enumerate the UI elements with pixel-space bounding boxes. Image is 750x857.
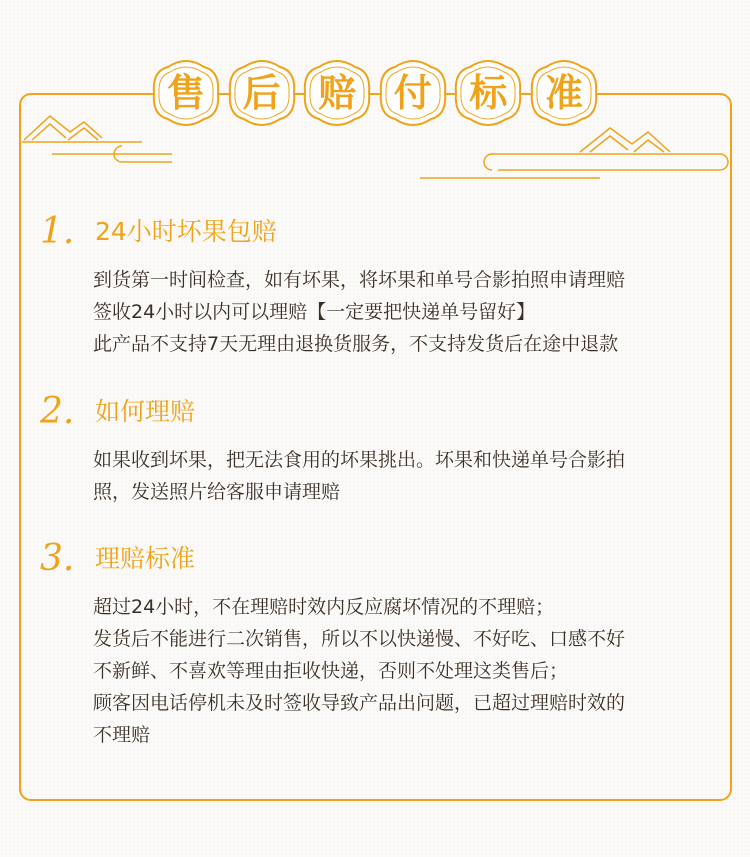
body-line: 到货第一时间检查，如有坏果，将坏果和单号合影拍照申请理赔 bbox=[93, 269, 626, 291]
title-seal-6 bbox=[528, 59, 600, 127]
body-line: 不新鲜、不喜欢等理由拒收快递，否则不处理这类售后； bbox=[93, 660, 569, 682]
body-line: 如果收到坏果，把无法食用的坏果挑出。坏果和快递单号合影拍 bbox=[93, 449, 626, 471]
title-char: 付 bbox=[393, 70, 432, 115]
body-line: 签收24小时以内可以理赔【一定要把快递单号留好】 bbox=[93, 301, 536, 323]
body-line: 发货后不能进行二次销售，所以不以快递慢、不好吃、口感不好 bbox=[93, 628, 626, 650]
title-seal-3 bbox=[301, 59, 373, 127]
page-title bbox=[150, 58, 600, 128]
section-title: 24小时坏果包赔 bbox=[95, 217, 277, 246]
title-seal-2 bbox=[226, 59, 298, 127]
title-char: 准 bbox=[544, 70, 583, 115]
body-line: 超过24小时，不在理赔时效内反应腐坏情况的不理赔； bbox=[93, 596, 555, 618]
section-title: 如何理赔 bbox=[95, 397, 196, 426]
title-seal-1 bbox=[150, 59, 222, 127]
title-char: 后 bbox=[242, 70, 281, 115]
title-seal-5 bbox=[452, 59, 524, 127]
section-title: 理赔标准 bbox=[95, 544, 196, 573]
section-body bbox=[93, 264, 625, 360]
body-line: 照，发送照片给客服申请理赔 bbox=[93, 481, 341, 503]
section-2 bbox=[40, 392, 700, 512]
section-1 bbox=[40, 212, 700, 362]
title-char: 售 bbox=[166, 70, 205, 115]
body-line: 此产品不支持7天无理由退换货服务，不支持发货后在途中退款 bbox=[93, 333, 619, 355]
title-char: 标 bbox=[469, 70, 508, 115]
section-number: 3. bbox=[40, 538, 75, 579]
title-char: 赔 bbox=[318, 70, 357, 115]
section-number: 2. bbox=[40, 391, 75, 432]
body-line: 不理赔 bbox=[93, 724, 151, 746]
body-line: 顾客因电话停机未及时签收导致产品出问题，已超过理赔时效的 bbox=[93, 692, 626, 714]
section-number: 1. bbox=[40, 211, 75, 252]
section-body bbox=[93, 591, 625, 751]
section-3 bbox=[40, 539, 700, 759]
section-body bbox=[93, 444, 625, 508]
title-seal-4 bbox=[377, 59, 449, 127]
